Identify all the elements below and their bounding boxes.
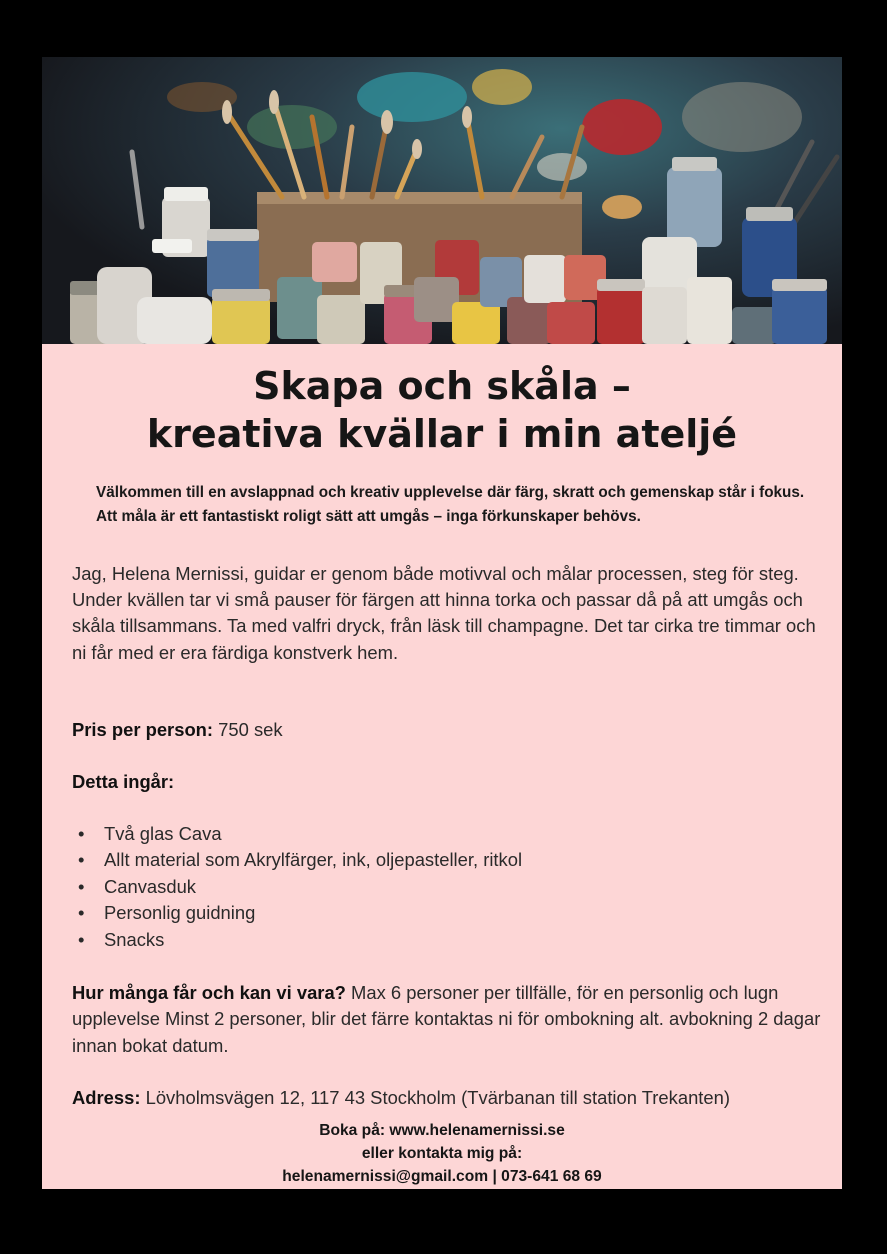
- list-item: [72, 927, 522, 953]
- contact-details[interactable]: helenamernissi@gmail.com | 073-641 68 69: [282, 1168, 602, 1185]
- address-label: Adress:: [72, 1087, 141, 1108]
- bullet: •: [78, 849, 85, 871]
- list-item-text: Canvasduk: [104, 875, 197, 897]
- price-value: 750 sek: [213, 719, 283, 740]
- bullet: •: [78, 875, 85, 897]
- list-item: [72, 821, 522, 847]
- includes-list: [72, 821, 522, 953]
- contact-prompt: eller kontakta mig på:: [361, 1145, 523, 1162]
- list-item: [72, 847, 522, 873]
- address-text: Lövholmsvägen 12, 117 43 Stockholm (Tvärbanan till station Trekanten): [140, 1087, 730, 1108]
- page-title: [42, 362, 842, 458]
- contact-block: [42, 1119, 842, 1188]
- paint-jars-illustration: [42, 57, 842, 344]
- group-size-label: Hur många får och kan vi vara?: [72, 982, 346, 1003]
- group-size-text: Max 6 personer per tillfälle, för en personlig och lugn upplevelse Minst 2 personer, blir det färre kontaktas ni för ombokning alt. avbokning 2 dagar innan bokat datum.: [72, 982, 821, 1056]
- list-item-text: Snacks: [104, 928, 165, 950]
- list-item: [72, 900, 522, 926]
- price-label: Pris per person:: [72, 719, 214, 740]
- booking-link[interactable]: Boka på: www.helenamernissi.se: [319, 1122, 565, 1139]
- flyer-page: [42, 57, 842, 1189]
- list-item: [72, 874, 522, 900]
- address-paragraph: [72, 1085, 772, 1111]
- bullet: •: [78, 823, 85, 844]
- list-item-text: Allt material som Akrylfärger, ink, oljepasteller, ritkol: [104, 849, 523, 871]
- title-line-2: kreativa kvällar i min ateljé: [146, 412, 738, 456]
- bullet: •: [78, 902, 85, 924]
- group-size-paragraph: [72, 980, 832, 1059]
- title-line-1: Skapa och skåla –: [253, 364, 631, 408]
- hero-image: [42, 57, 842, 344]
- price-line: [72, 717, 283, 743]
- intro-paragraph: Välkommen till en avslappnad och kreativ upplevelse där färg, skratt och gemenskap står i fokus. Att måla är ett fantastiskt roligt sätt att umgås – inga förkunskaper behövs.: [96, 484, 805, 525]
- description-paragraph: Jag, Helena Mernissi, guidar er genom både motivval och målar processen, steg för steg. Under kvällen tar vi små pauser för färgen att hinna torka och passar då på att umgås och skåla tillsammans. Ta med valfri dryck, från läsk till champagne. Det tar cirka tre timmar och ni får med er era färdiga konstverk hem.: [72, 563, 816, 663]
- list-item-text: Två glas Cava: [104, 823, 222, 844]
- bullet: •: [78, 928, 85, 950]
- list-item-text: Personlig guidning: [104, 902, 256, 924]
- includes-heading: Detta ingår:: [72, 771, 175, 792]
